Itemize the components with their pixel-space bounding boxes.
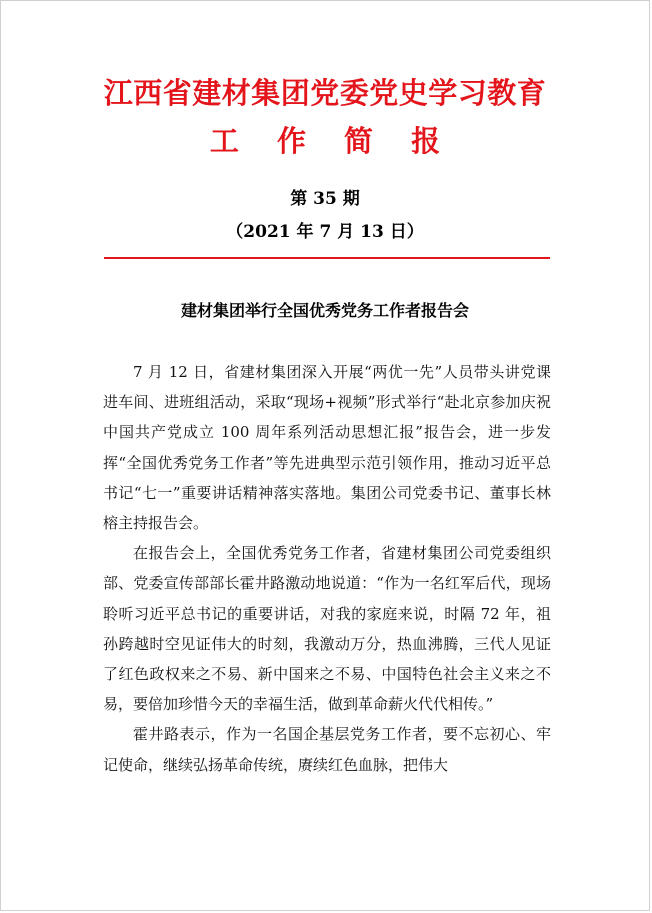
paragraph-3: 霍井路表示，作为一名国企基层党务工作者，要不忘初心、牢记使命，继续弘扬革命传统，赓续红色血脉，把伟大 — [103, 725, 551, 774]
briefing-subtitle: 工 作 简 报 — [209, 124, 455, 158]
article-body — [103, 357, 551, 780]
issue-date: （2021 年 7 月 13 日） — [226, 222, 424, 242]
paragraph-2: 在报告会上，全国优秀党务工作者，省建材集团公司党委组织部、党委宣传部部长霍井路激动地说道：“作为一名红军后代，现场聆听习近平总书记的重要讲话，对我的家庭来说，时隔 72 年，祖孙跨越时空见证伟大的时刻，我激动万分，热血沸腾，三代人见证了红色政权来之不易、新中国来之不易、中国特色社会主义来之不易，要倍加珍惜今天的幸福生活，做到革命薪火代代相传。” — [103, 544, 551, 714]
article-title: 建材集团举行全国优秀党务工作者报告会 — [180, 301, 469, 320]
issue-number: 第 35 期 — [290, 189, 360, 209]
paragraph-1: 7 月 12 日，省建材集团深入开展“两优一先”人员带头讲党课进车间、进班组活动，采取“现场+视频”形式举行“赴北京参加庆祝中国共产党成立 100 周年系列活动思想汇报”报告会，进一步发挥“全国优秀党务工作者”等先进典型示范引领作用，推动习近平总书记“七一”重要讲话精神落实落地。集团公司党委书记、董事长林榕主持报告会。 — [103, 363, 551, 533]
briefing-title: 江西省建材集团党委党史学习教育 — [103, 76, 547, 110]
red-divider — [104, 257, 550, 259]
